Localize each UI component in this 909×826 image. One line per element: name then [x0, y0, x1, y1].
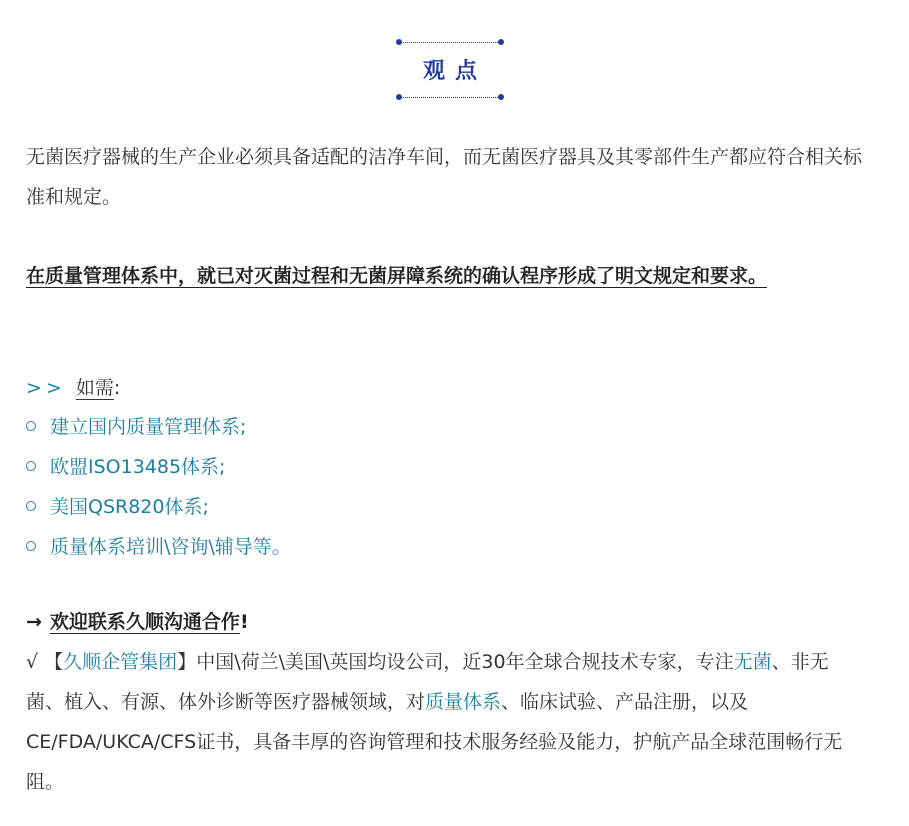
- circle-bullet-icon: [26, 421, 36, 431]
- list-item-text: 欧盟ISO13485体系;: [50, 456, 226, 478]
- list-item[interactable]: [26, 487, 291, 527]
- bracket-open: 【: [44, 651, 64, 673]
- title-bottom-dotted-line: [400, 97, 500, 98]
- check-icon: √: [26, 651, 39, 673]
- right-arrow-icon: →: [26, 611, 42, 633]
- section-title: 观点: [422, 59, 487, 84]
- list-item-text: 质量体系培训\咨询\辅导等。: [50, 536, 291, 558]
- quality-system-link[interactable]: 质量体系: [425, 691, 502, 713]
- company-name-link[interactable]: 久顺企管集团: [63, 651, 178, 673]
- cta-exclamation: !: [239, 611, 249, 633]
- corner-dot-icon: [498, 39, 504, 45]
- corner-dot-icon: [498, 94, 504, 100]
- list-item[interactable]: [26, 447, 291, 487]
- circle-bullet-icon: [26, 541, 36, 551]
- circle-bullet-icon: [26, 461, 36, 471]
- list-item[interactable]: [26, 407, 291, 447]
- emphasis-paragraph: [26, 256, 876, 296]
- corner-dot-icon: [396, 39, 402, 45]
- sterile-link[interactable]: 无菌: [733, 651, 772, 673]
- cta-text[interactable]: 欢迎联系久顺沟通合作: [49, 611, 240, 633]
- company-text-3: 、临床试验、产品注册，以及CE/FDA/UKCA/CFS证书，具备丰厚的咨询管理和技术服务经验及能力，护航产品全球范围畅行无阻。: [26, 691, 843, 793]
- company-paragraph: [26, 642, 866, 802]
- double-chevron-icon: >>: [26, 377, 66, 399]
- list-item[interactable]: [26, 527, 291, 567]
- needs-header: [26, 368, 120, 408]
- section-title-box: [397, 40, 503, 100]
- bracket-close: 】: [177, 651, 197, 673]
- intro-paragraph: 无菌医疗器械的生产企业必须具备适配的洁净车间，而无菌医疗器具及其零部件生产都应符合相关标准和规定。: [26, 146, 863, 208]
- contact-cta: [26, 602, 249, 642]
- emphasis-text: 在质量管理体系中，就已对灭菌过程和无菌屏障系统的确认程序形成了明文规定和要求。: [26, 265, 768, 287]
- list-item-text: 建立国内质量管理体系;: [50, 416, 247, 438]
- company-text-2: 、非无菌、植入、有源、体外诊断等医疗器械领域，对: [26, 651, 829, 713]
- service-list: [26, 407, 291, 567]
- company-text-1: 中国\荷兰\美国\英国均设公司，近30年全球合规技术专家，专注: [196, 651, 734, 673]
- title-top-dotted-line: [400, 42, 500, 43]
- circle-bullet-icon: [26, 501, 36, 511]
- list-item-text: 美国QSR820体系;: [50, 496, 209, 518]
- needs-colon: :: [113, 377, 121, 399]
- corner-dot-icon: [396, 94, 402, 100]
- needs-label: 如需: [75, 377, 114, 399]
